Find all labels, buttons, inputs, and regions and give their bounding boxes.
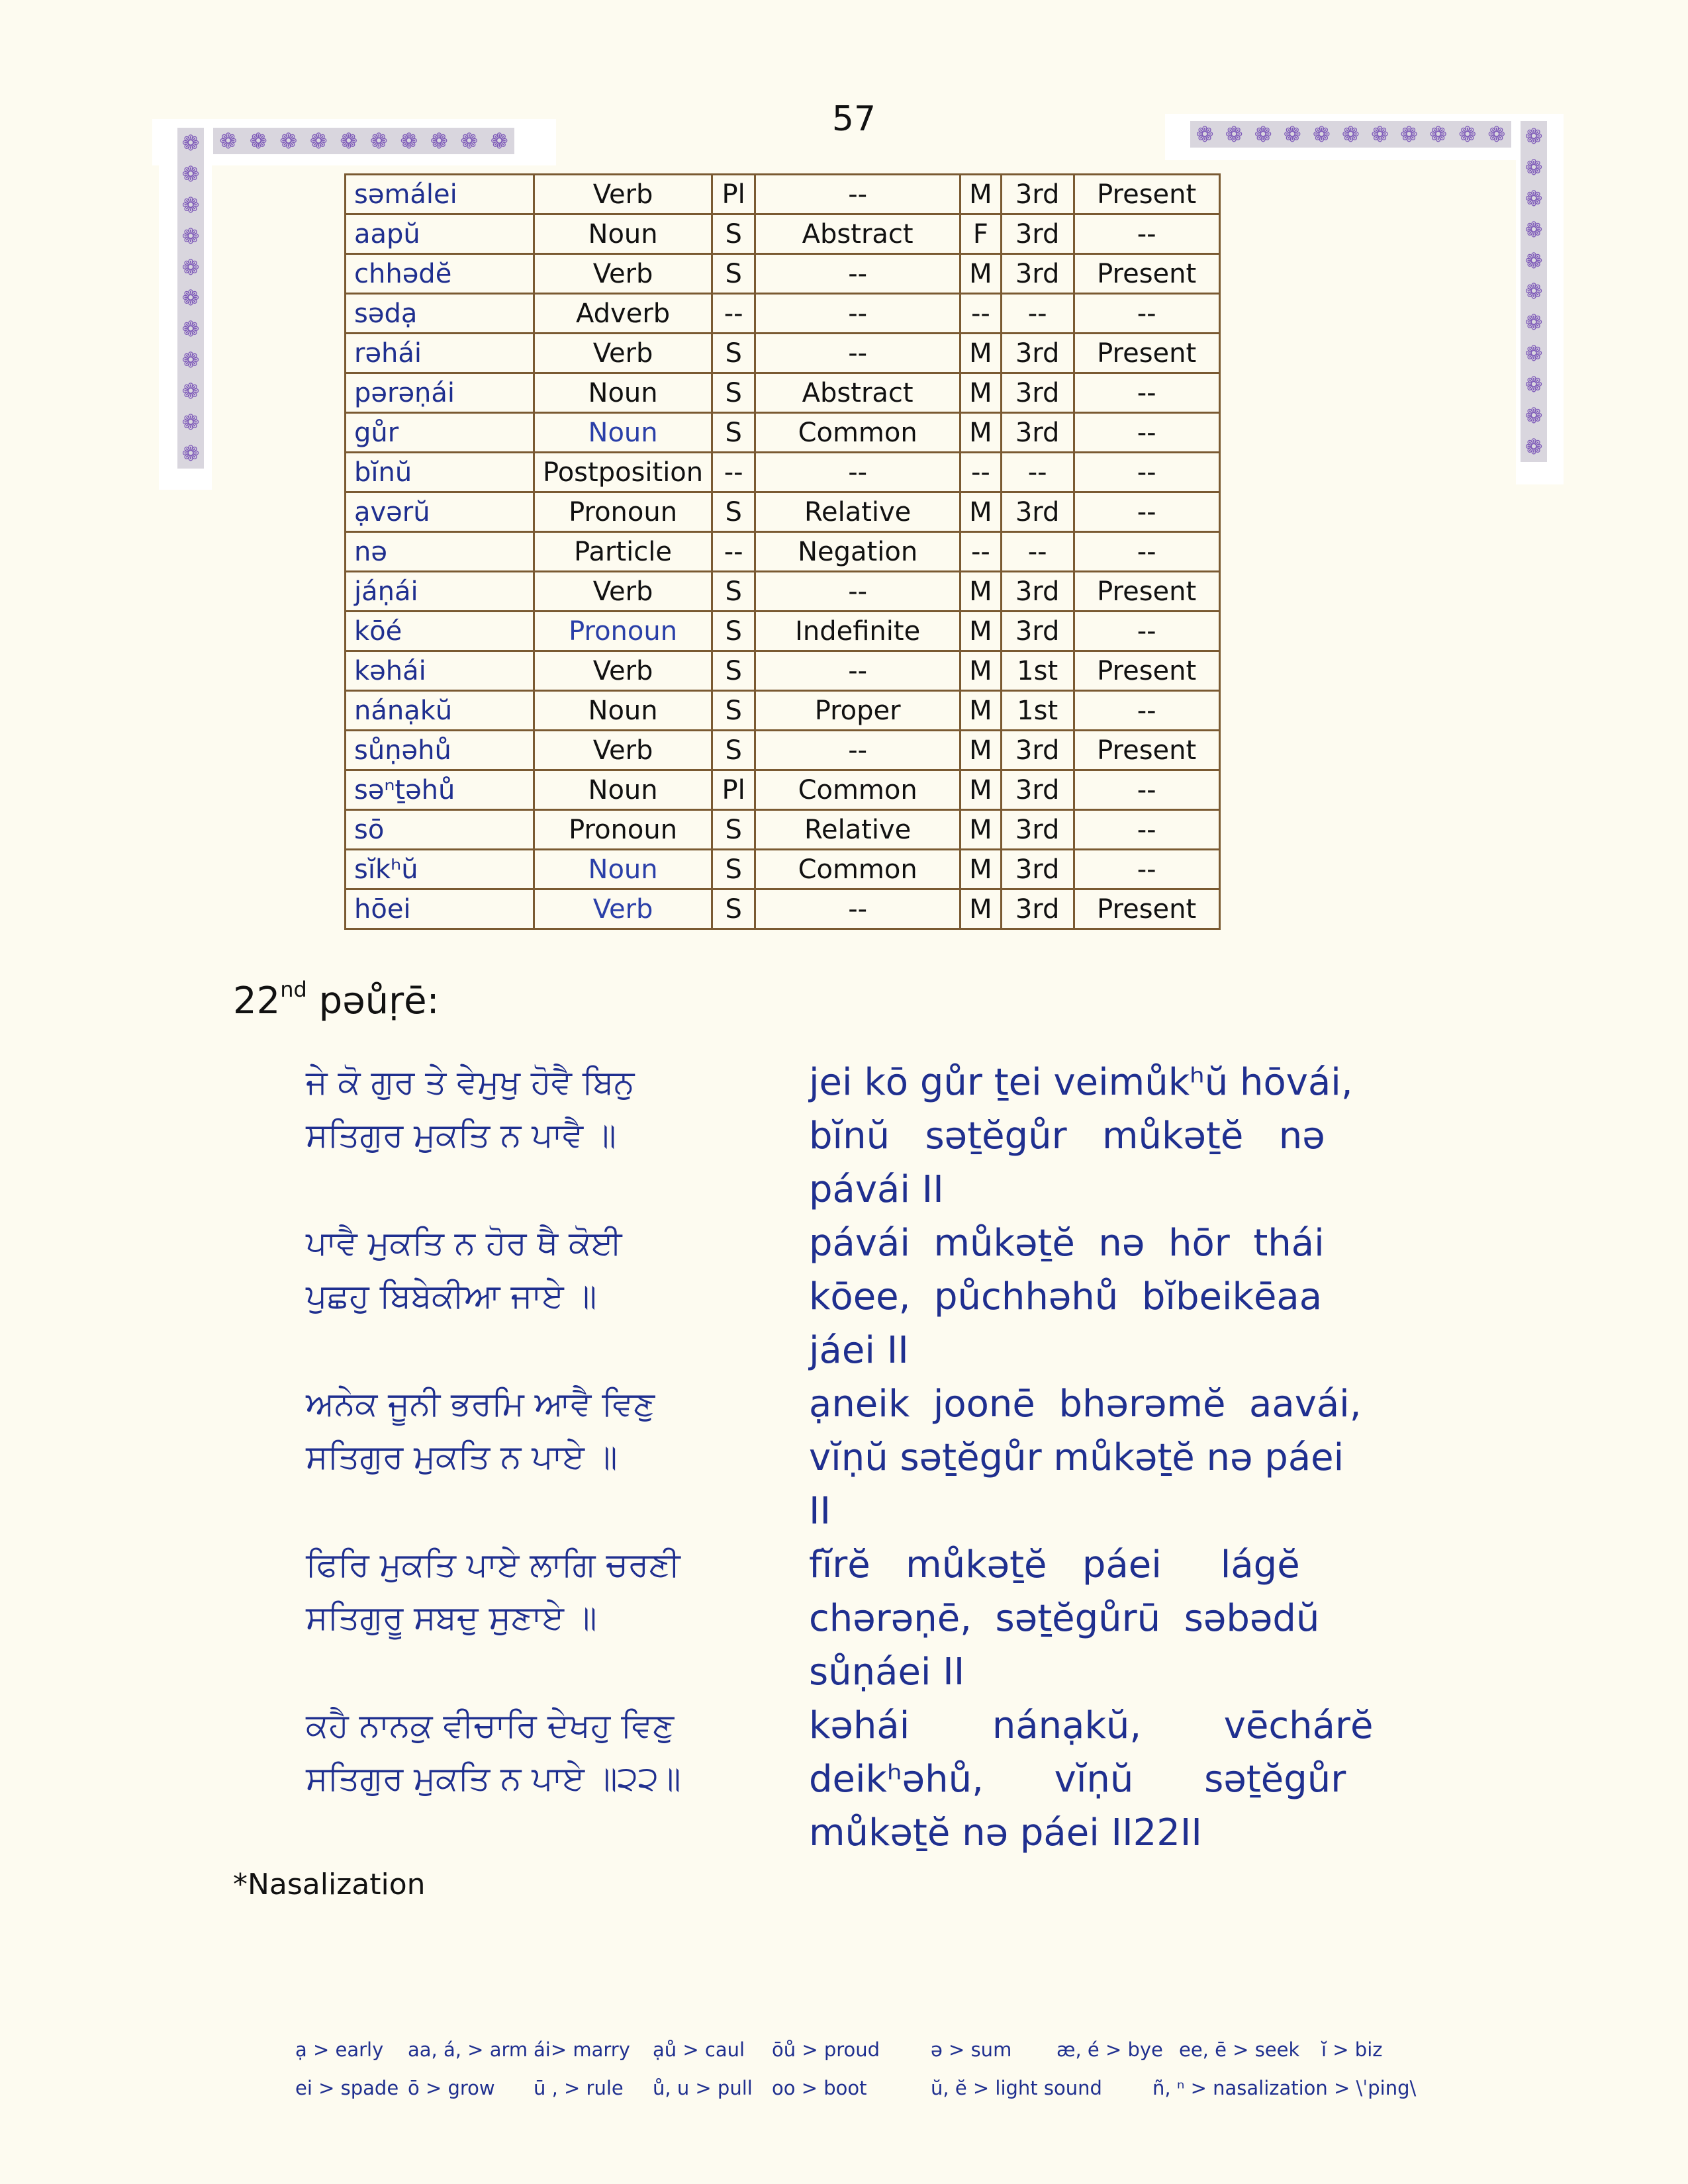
border-strip-top-left bbox=[213, 128, 514, 154]
legend-item: ạ > early bbox=[295, 2038, 384, 2061]
flower-ornament-icon: ❁ bbox=[181, 223, 200, 249]
cell-tense: -- bbox=[1074, 214, 1219, 254]
flower-ornament-icon: ❁ bbox=[1312, 122, 1331, 147]
cell-number: S bbox=[712, 373, 755, 413]
verse-stanza bbox=[306, 1377, 1362, 1538]
footnote: *Nasalization bbox=[233, 1868, 426, 1901]
gurmukhi-text bbox=[306, 1056, 809, 1216]
cell-tense: Present bbox=[1074, 889, 1219, 929]
cell-word: pərəṇái bbox=[346, 373, 534, 413]
cell-part-of-speech: Noun bbox=[534, 413, 712, 453]
cell-number: S bbox=[712, 254, 755, 294]
cell-number: S bbox=[712, 413, 755, 453]
cell-gender: -- bbox=[961, 294, 1002, 334]
cell-tense: -- bbox=[1074, 810, 1219, 850]
cell-number: S bbox=[712, 492, 755, 532]
border-strip-top-right bbox=[1190, 121, 1511, 148]
verse-stanza bbox=[306, 1699, 1374, 1860]
cell-tense: -- bbox=[1074, 413, 1219, 453]
cell-type: Common bbox=[755, 850, 961, 889]
transliteration-line: bĭnŭ səṯĕgůr můkəṯĕ nə bbox=[809, 1115, 1325, 1158]
flower-ornament-icon: ❁ bbox=[430, 128, 448, 154]
cell-person: 3rd bbox=[1001, 334, 1074, 373]
cell-person: 3rd bbox=[1001, 214, 1074, 254]
heading-number: 22 bbox=[233, 979, 281, 1023]
cell-word: sō bbox=[346, 810, 534, 850]
cell-part-of-speech: Particle bbox=[534, 532, 712, 572]
gurmukhi-line: ਸਤਿਗੁਰ ਮੁਕਤਿ ਨ ਪਾਏ ॥੨੨॥ bbox=[306, 1759, 681, 1797]
cell-person: 3rd bbox=[1001, 731, 1074, 770]
cell-type: -- bbox=[755, 254, 961, 294]
cell-tense: Present bbox=[1074, 731, 1219, 770]
cell-tense: Present bbox=[1074, 572, 1219, 612]
grammar-table bbox=[344, 173, 1221, 930]
cell-gender: M bbox=[961, 334, 1002, 373]
cell-word: kōé bbox=[346, 612, 534, 651]
cell-word: ạvərŭ bbox=[346, 492, 534, 532]
cell-gender: F bbox=[961, 214, 1002, 254]
cell-type: Abstract bbox=[755, 373, 961, 413]
transliteration-line: deikʰəhů, vĭṇŭ səṯĕgůr bbox=[809, 1758, 1346, 1801]
transliteration-line: jei kō gůr ṯei veimůkʰŭ hōvái, bbox=[809, 1061, 1353, 1104]
cell-gender: M bbox=[961, 492, 1002, 532]
pronunciation-legend bbox=[295, 2030, 1474, 2107]
transliteration-text bbox=[809, 1056, 1353, 1216]
legend-item: ů, u > pull bbox=[653, 2077, 753, 2099]
cell-gender: M bbox=[961, 254, 1002, 294]
flower-ornament-icon: ❁ bbox=[1524, 310, 1543, 336]
flower-ornament-icon: ❁ bbox=[309, 128, 328, 154]
legend-item: ōů > proud bbox=[772, 2038, 880, 2061]
legend-item: ee, ē > seek bbox=[1179, 2038, 1300, 2061]
flower-ornament-icon: ❁ bbox=[1524, 186, 1543, 212]
legend-item: ei > spade bbox=[295, 2077, 399, 2099]
cell-part-of-speech: Verb bbox=[534, 175, 712, 214]
cell-part-of-speech: Postposition bbox=[534, 453, 712, 492]
border-strip-right bbox=[1521, 121, 1547, 462]
table-row bbox=[346, 612, 1220, 651]
table-row bbox=[346, 731, 1220, 770]
cell-part-of-speech: Verb bbox=[534, 889, 712, 929]
legend-item: ŭ, ĕ > light sound bbox=[931, 2077, 1102, 2099]
transliteration-line: jáei II bbox=[809, 1329, 909, 1372]
cell-number: S bbox=[712, 691, 755, 731]
cell-number: -- bbox=[712, 294, 755, 334]
cell-number: Pl bbox=[712, 770, 755, 810]
legend-item: ō > grow bbox=[408, 2077, 495, 2099]
flower-ornament-icon: ❁ bbox=[219, 128, 238, 154]
legend-item: ə > sum bbox=[931, 2038, 1012, 2061]
cell-part-of-speech: Noun bbox=[534, 770, 712, 810]
flower-ornament-icon: ❁ bbox=[1254, 122, 1272, 147]
cell-person: 1st bbox=[1001, 691, 1074, 731]
cell-type: -- bbox=[755, 889, 961, 929]
flower-ornament-icon: ❁ bbox=[181, 161, 200, 187]
flower-ornament-icon: ❁ bbox=[1225, 122, 1243, 147]
table-row bbox=[346, 889, 1220, 929]
cell-person: 3rd bbox=[1001, 889, 1074, 929]
legend-item: ĭ > biz bbox=[1321, 2038, 1383, 2061]
cell-type: Common bbox=[755, 413, 961, 453]
cell-gender: M bbox=[961, 850, 1002, 889]
cell-tense: Present bbox=[1074, 334, 1219, 373]
cell-person: 3rd bbox=[1001, 492, 1074, 532]
page-number: 57 bbox=[831, 99, 876, 139]
transliteration-line: ạneik joonē bhərəmĕ aavái, bbox=[809, 1383, 1362, 1426]
flower-ornament-icon: ❁ bbox=[181, 254, 200, 280]
cell-type: -- bbox=[755, 175, 961, 214]
flower-ornament-icon: ❁ bbox=[340, 128, 358, 154]
gurmukhi-text bbox=[306, 1377, 809, 1538]
transliteration-line: vĭṇŭ səṯĕgůr můkəṯĕ nə páei bbox=[809, 1436, 1344, 1479]
cell-tense: -- bbox=[1074, 453, 1219, 492]
cell-person: 3rd bbox=[1001, 612, 1074, 651]
cell-part-of-speech: Verb bbox=[534, 731, 712, 770]
cell-word: sůṇəhů bbox=[346, 731, 534, 770]
flower-ornament-icon: ❁ bbox=[1524, 402, 1543, 428]
cell-person: 3rd bbox=[1001, 413, 1074, 453]
cell-tense: -- bbox=[1074, 850, 1219, 889]
cell-type: Negation bbox=[755, 532, 961, 572]
cell-number: S bbox=[712, 810, 755, 850]
flower-ornament-icon: ❁ bbox=[1524, 371, 1543, 397]
cell-number: S bbox=[712, 731, 755, 770]
cell-number: S bbox=[712, 334, 755, 373]
cell-number: S bbox=[712, 850, 755, 889]
cell-part-of-speech: Noun bbox=[534, 214, 712, 254]
cell-type: Abstract bbox=[755, 214, 961, 254]
cell-type: -- bbox=[755, 453, 961, 492]
cell-word: hōei bbox=[346, 889, 534, 929]
flower-ornament-icon: ❁ bbox=[1283, 122, 1301, 147]
cell-person: 3rd bbox=[1001, 175, 1074, 214]
cell-part-of-speech: Adverb bbox=[534, 294, 712, 334]
cell-type: Indefinite bbox=[755, 612, 961, 651]
cell-number: -- bbox=[712, 453, 755, 492]
cell-gender: M bbox=[961, 731, 1002, 770]
transliteration-line: kəhái nánạkŭ, vēchárĕ bbox=[809, 1704, 1374, 1747]
cell-gender: -- bbox=[961, 532, 1002, 572]
border-strip-left bbox=[177, 128, 204, 469]
cell-part-of-speech: Noun bbox=[534, 373, 712, 413]
table-row bbox=[346, 254, 1220, 294]
flower-ornament-icon: ❁ bbox=[249, 128, 267, 154]
legend-item: oo > boot bbox=[772, 2077, 867, 2099]
flower-ornament-icon: ❁ bbox=[1524, 433, 1543, 459]
legend-row bbox=[295, 2069, 1474, 2107]
legend-item: ạů > caul bbox=[653, 2038, 745, 2061]
table-row bbox=[346, 691, 1220, 731]
cell-gender: M bbox=[961, 413, 1002, 453]
cell-person: 3rd bbox=[1001, 850, 1074, 889]
cell-number: S bbox=[712, 214, 755, 254]
legend-item: ñ, ⁿ > nasalization > \ˈping\ bbox=[1152, 2077, 1417, 2099]
table-row bbox=[346, 334, 1220, 373]
cell-type: Proper bbox=[755, 691, 961, 731]
cell-word: sədạ bbox=[346, 294, 534, 334]
cell-word: chhədĕ bbox=[346, 254, 534, 294]
transliteration-line: II bbox=[809, 1490, 831, 1533]
cell-part-of-speech: Verb bbox=[534, 334, 712, 373]
legend-item: ái> marry bbox=[534, 2038, 630, 2061]
cell-number: Pl bbox=[712, 175, 755, 214]
transliteration-line: kōee, půchhəhů bĭbeikēaa bbox=[809, 1275, 1323, 1318]
table-row bbox=[346, 413, 1220, 453]
cell-person: 3rd bbox=[1001, 770, 1074, 810]
cell-type: -- bbox=[755, 334, 961, 373]
cell-gender: M bbox=[961, 691, 1002, 731]
cell-tense: Present bbox=[1074, 254, 1219, 294]
flower-ornament-icon: ❁ bbox=[369, 128, 388, 154]
flower-ornament-icon: ❁ bbox=[1524, 124, 1543, 150]
flower-ornament-icon: ❁ bbox=[1524, 155, 1543, 181]
legend-row bbox=[295, 2030, 1474, 2069]
cell-tense: -- bbox=[1074, 691, 1219, 731]
transliteration-line: sůṇáei II bbox=[809, 1651, 965, 1694]
cell-type: Relative bbox=[755, 492, 961, 532]
flower-ornament-icon: ❁ bbox=[1458, 122, 1477, 147]
flower-ornament-icon: ❁ bbox=[1429, 122, 1448, 147]
cell-person: 3rd bbox=[1001, 254, 1074, 294]
cell-word: jáṇái bbox=[346, 572, 534, 612]
cell-word: kəhái bbox=[346, 651, 534, 691]
table-row bbox=[346, 532, 1220, 572]
gurmukhi-line: ਜੇ ਕੋ ਗੁਰ ਤੇ ਵੇਮੁਖੁ ਹੋਵੈ ਬਿਨੁ bbox=[306, 1063, 635, 1101]
cell-tense: Present bbox=[1074, 651, 1219, 691]
table-row bbox=[346, 373, 1220, 413]
cell-person: 3rd bbox=[1001, 810, 1074, 850]
cell-number: S bbox=[712, 612, 755, 651]
flower-ornament-icon: ❁ bbox=[181, 409, 200, 435]
gurmukhi-line: ਕਹੈ ਨਾਨਕੁ ਵੀਚਾਰਿ ਦੇਖਹੁ ਵਿਣੁ bbox=[306, 1706, 675, 1745]
flower-ornament-icon: ❁ bbox=[490, 128, 508, 154]
cell-person: 3rd bbox=[1001, 572, 1074, 612]
cell-part-of-speech: Verb bbox=[534, 651, 712, 691]
gurmukhi-text bbox=[306, 1216, 809, 1377]
cell-tense: Present bbox=[1074, 175, 1219, 214]
gurmukhi-line: ਸਤਿਗੁਰੂ ਸਬਦੁ ਸੁਣਾਏ ॥ bbox=[306, 1598, 597, 1637]
table-row bbox=[346, 214, 1220, 254]
gurmukhi-line: ਸਤਿਗੁਰ ਮੁਕਤਿ ਨ ਪਾਵੈ ॥ bbox=[306, 1116, 616, 1154]
cell-type: Relative bbox=[755, 810, 961, 850]
transliteration-text bbox=[809, 1377, 1362, 1538]
cell-type: -- bbox=[755, 572, 961, 612]
gurmukhi-line: ਫਿਰਿ ਮੁਕਤਿ ਪਾਏ ਲਾਗਿ ਚਰਣੀ bbox=[306, 1545, 680, 1584]
verse-stanza bbox=[306, 1538, 1338, 1699]
gurmukhi-line: ਅਨੇਕ ਜੂਨੀ ਭਰਮਿ ਆਵੈ ਵਿਣੁ bbox=[306, 1385, 655, 1423]
cell-number: S bbox=[712, 651, 755, 691]
cell-gender: M bbox=[961, 373, 1002, 413]
cell-word: nə bbox=[346, 532, 534, 572]
cell-part-of-speech: Verb bbox=[534, 254, 712, 294]
table-row bbox=[346, 175, 1220, 214]
cell-gender: M bbox=[961, 770, 1002, 810]
table-row bbox=[346, 492, 1220, 532]
table-row bbox=[346, 572, 1220, 612]
table-row bbox=[346, 810, 1220, 850]
cell-gender: M bbox=[961, 572, 1002, 612]
cell-word: səⁿṯəhů bbox=[346, 770, 534, 810]
transliteration-line: fĭrĕ můkəṯĕ páei lágĕ bbox=[809, 1543, 1300, 1586]
cell-gender: M bbox=[961, 889, 1002, 929]
flower-ornament-icon: ❁ bbox=[460, 128, 479, 154]
transliteration-line: chərəṇē, səṯĕgůrū səbədŭ bbox=[809, 1597, 1320, 1640]
cell-gender: M bbox=[961, 810, 1002, 850]
cell-part-of-speech: Noun bbox=[534, 850, 712, 889]
verse-stanza bbox=[306, 1056, 1353, 1216]
flower-ornament-icon: ❁ bbox=[181, 440, 200, 466]
flower-ornament-icon: ❁ bbox=[1371, 122, 1389, 147]
gurmukhi-line: ਪੁਛਹੁ ਬਿਬੇਕੀਆ ਜਾਏ ॥ bbox=[306, 1277, 597, 1315]
cell-part-of-speech: Noun bbox=[534, 691, 712, 731]
cell-gender: M bbox=[961, 651, 1002, 691]
gurmukhi-line: ਪਾਵੈ ਮੁਕਤਿ ਨ ਹੋਰ ਥੈ ਕੋਈ bbox=[306, 1224, 622, 1262]
cell-person: -- bbox=[1001, 532, 1074, 572]
flower-ornament-icon: ❁ bbox=[181, 193, 200, 218]
cell-person: 3rd bbox=[1001, 373, 1074, 413]
flower-ornament-icon: ❁ bbox=[1524, 341, 1543, 367]
transliteration-line: pávái II bbox=[809, 1168, 944, 1211]
flower-ornament-icon: ❁ bbox=[181, 347, 200, 373]
cell-number: -- bbox=[712, 532, 755, 572]
flower-ornament-icon: ❁ bbox=[1524, 279, 1543, 304]
cell-person: -- bbox=[1001, 453, 1074, 492]
table-row bbox=[346, 770, 1220, 810]
cell-tense: -- bbox=[1074, 294, 1219, 334]
cell-tense: -- bbox=[1074, 532, 1219, 572]
verse-stanza bbox=[306, 1216, 1338, 1377]
cell-part-of-speech: Pronoun bbox=[534, 810, 712, 850]
cell-tense: -- bbox=[1074, 770, 1219, 810]
flower-ornament-icon: ❁ bbox=[1487, 122, 1506, 147]
table-row bbox=[346, 294, 1220, 334]
cell-type: -- bbox=[755, 731, 961, 770]
cell-number: S bbox=[712, 572, 755, 612]
flower-ornament-icon: ❁ bbox=[181, 316, 200, 342]
cell-word: səmálei bbox=[346, 175, 534, 214]
table-row bbox=[346, 850, 1220, 889]
cell-word: gůr bbox=[346, 413, 534, 453]
cell-gender: M bbox=[961, 612, 1002, 651]
table-row bbox=[346, 453, 1220, 492]
transliteration-text bbox=[809, 1216, 1338, 1377]
cell-gender: -- bbox=[961, 453, 1002, 492]
cell-person: -- bbox=[1001, 294, 1074, 334]
cell-type: Common bbox=[755, 770, 961, 810]
cell-tense: -- bbox=[1074, 612, 1219, 651]
section-heading bbox=[233, 979, 440, 1023]
gurmukhi-text bbox=[306, 1699, 809, 1860]
cell-number: S bbox=[712, 889, 755, 929]
transliteration-text bbox=[809, 1538, 1338, 1699]
table-row bbox=[346, 651, 1220, 691]
cell-type: -- bbox=[755, 651, 961, 691]
flower-ornament-icon: ❁ bbox=[181, 130, 200, 156]
flower-ornament-icon: ❁ bbox=[1524, 248, 1543, 273]
cell-word: nánạkŭ bbox=[346, 691, 534, 731]
flower-ornament-icon: ❁ bbox=[400, 128, 418, 154]
transliteration-line: můkəṯĕ nə páei II22II bbox=[809, 1811, 1202, 1854]
legend-item: ū , > rule bbox=[534, 2077, 624, 2099]
legend-item: aa, á, > arm bbox=[408, 2038, 528, 2061]
verse-grid bbox=[306, 1056, 1374, 1860]
heading-ordinal: nd bbox=[280, 977, 307, 1002]
flower-ornament-icon: ❁ bbox=[181, 285, 200, 311]
gurmukhi-text bbox=[306, 1538, 809, 1699]
cell-type: -- bbox=[755, 294, 961, 334]
heading-word: pəůṛē: bbox=[306, 979, 440, 1023]
flower-ornament-icon: ❁ bbox=[1524, 216, 1543, 242]
cell-tense: -- bbox=[1074, 492, 1219, 532]
cell-part-of-speech: Pronoun bbox=[534, 612, 712, 651]
transliteration-text bbox=[809, 1699, 1374, 1860]
cell-person: 1st bbox=[1001, 651, 1074, 691]
cell-word: rəhái bbox=[346, 334, 534, 373]
cell-part-of-speech: Pronoun bbox=[534, 492, 712, 532]
cell-word: aapŭ bbox=[346, 214, 534, 254]
cell-gender: M bbox=[961, 175, 1002, 214]
cell-word: bĭnŭ bbox=[346, 453, 534, 492]
cell-part-of-speech: Verb bbox=[534, 572, 712, 612]
cell-tense: -- bbox=[1074, 373, 1219, 413]
flower-ornament-icon: ❁ bbox=[279, 128, 298, 154]
flower-ornament-icon: ❁ bbox=[1196, 122, 1214, 147]
flower-ornament-icon: ❁ bbox=[181, 378, 200, 404]
flower-ornament-icon: ❁ bbox=[1400, 122, 1418, 147]
flower-ornament-icon: ❁ bbox=[1342, 122, 1360, 147]
transliteration-line: pávái můkəṯĕ nə hōr thái bbox=[809, 1222, 1325, 1265]
cell-word: sĭkʰŭ bbox=[346, 850, 534, 889]
gurmukhi-line: ਸਤਿਗੁਰ ਮੁਕਤਿ ਨ ਪਾਏ ॥ bbox=[306, 1437, 618, 1476]
legend-item: æ, é > bye bbox=[1056, 2038, 1163, 2061]
